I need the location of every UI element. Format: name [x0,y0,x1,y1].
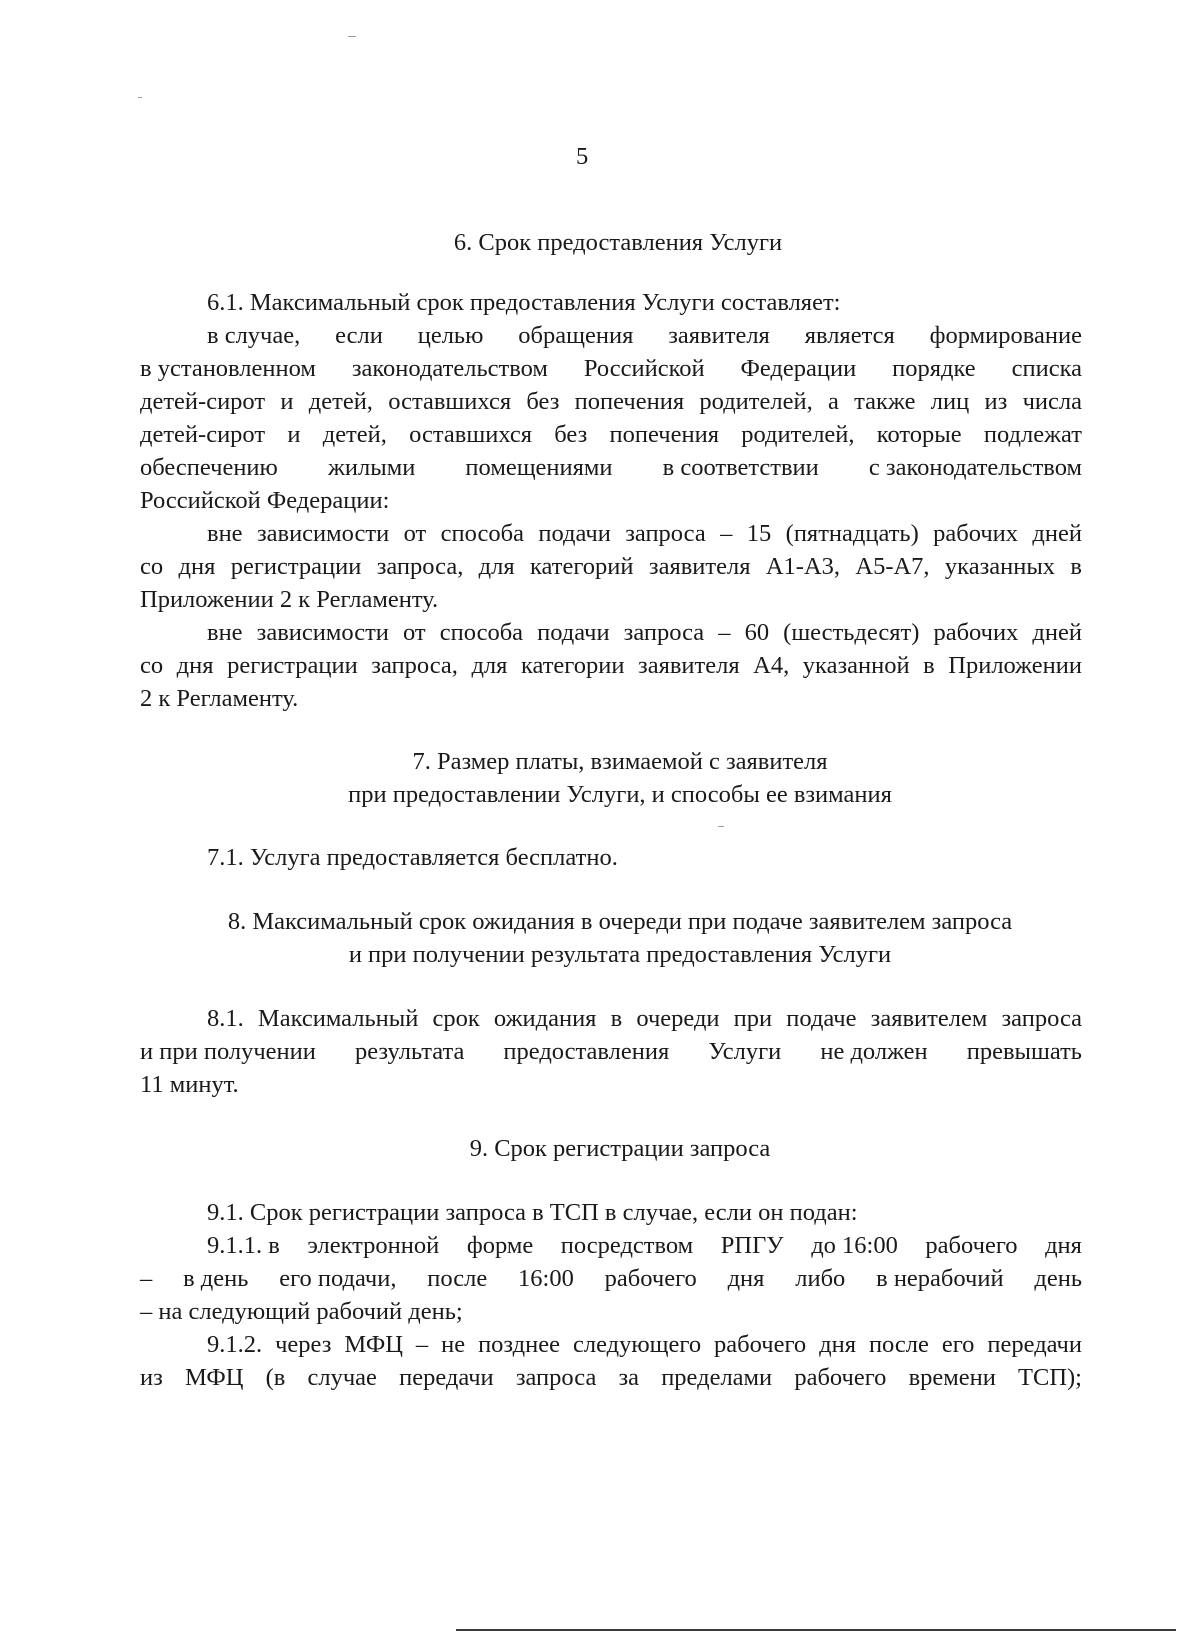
term-a4-line: вне зависимости от способа подачи запроса – 60 (шестьдесят) рабочих дней [207,619,1082,646]
text-segment: и при получении [140,1038,316,1065]
section-6-1-text-line [207,320,1082,352]
text-segment: форме [466,1232,534,1259]
section-9-1-2-text-line: из МФЦ (в случае передачи запроса за пределами рабочего времени ТСП); [140,1364,1082,1391]
text-segment: его подачи, [279,1265,397,1292]
text-segment: либо [795,1265,846,1292]
section-6-1-text-line [140,452,1082,484]
text-segment: дня [1045,1232,1082,1259]
section-7-heading: 7. Размер платы, взимаемой с заявителя [412,748,828,775]
section-8-1-text-line [140,1036,1082,1068]
page-bottom-edge [456,1629,1176,1631]
scan-speck [348,36,356,37]
text-segment: Услуги [708,1038,782,1065]
text-segment: заявителя [668,322,770,349]
section-8-heading: и при получении результата предоставления Услуги [348,941,892,968]
text-segment: формирование [929,322,1082,349]
text-segment: порядке [892,355,976,382]
text-segment: Федерации [740,355,857,382]
section-8-1-text-line: 8.1. Максимальный срок ожидания в очереди при подаче заявителем запроса [207,1005,1082,1032]
text-segment: 16:00 [518,1265,574,1292]
text-segment: с законодательством [868,454,1082,481]
section-6-1-text-line [140,353,1082,385]
section-8-1-text-line: 11 минут. [140,1071,239,1098]
section-8-heading: 8. Максимальный срок ожидания в очереди при подаче заявителем запроса [227,908,1013,935]
text-segment: если [335,322,383,349]
section-9-1-intro: 9.1. Срок регистрации запроса в ТСП в случае, если он подан: [207,1199,858,1226]
text-segment: в установленном [140,355,316,382]
text-segment: результата [354,1038,465,1065]
section-6-1-text-line: Российской Федерации: [140,487,390,514]
section-9-1-1-text-line [207,1230,1082,1262]
section-9-1-1-text-line: – на следующий рабочий день; [140,1298,463,1325]
term-a4-line: 2 к Регламенту. [140,685,299,712]
term-a4-line: со дня регистрации запроса, для категории заявителя А4, указанной в Приложении [140,652,1082,679]
section-6-1-text-line: детей-сирот и детей, оставшихся без попечения родителей, а также лиц из числа [140,388,1082,415]
text-segment: в соответствии [662,454,819,481]
text-segment: в нерабочий [876,1265,1004,1292]
text-segment: помещениями [465,454,613,481]
text-segment: Российской [583,355,705,382]
text-segment: день [1034,1265,1082,1292]
text-segment: электронной [307,1232,440,1259]
text-segment: 9.1.1. в [207,1232,280,1259]
section-7-1-text: 7.1. Услуга предоставляется бесплатно. [207,844,618,871]
text-segment: обеспечению [140,454,278,481]
text-segment: в день [183,1265,249,1292]
text-segment: рабочего [925,1232,1018,1259]
text-segment: посредством [560,1232,694,1259]
text-segment: до 16:00 [811,1232,898,1259]
text-segment: обращения [518,322,634,349]
term-a1-a3-line: Приложении 2 к Регламенту. [140,586,439,613]
section-7-heading: при предоставлении Услуги, и способы ее взимания [348,781,892,808]
section-6-1-intro: 6.1. Максимальный срок предоставления Услуги составляет: [207,289,841,316]
text-segment: – [140,1265,153,1292]
scan-speck [718,826,724,827]
text-segment: предоставления [503,1038,670,1065]
page-number: 5 [576,143,589,170]
text-segment: рабочего [604,1265,697,1292]
text-segment: в случае, [207,322,301,349]
text-segment: является [804,322,895,349]
section-9-1-2-text-line: 9.1.2. через МФЦ – не позднее следующего рабочего дня после его передачи [207,1331,1082,1358]
section-9-heading: 9. Срок регистрации запроса [469,1135,771,1162]
text-segment: целью [417,322,484,349]
text-segment: превышать [966,1038,1082,1065]
term-a1-a3-line: со дня регистрации запроса, для категорий заявителя А1-А3, А5-А7, указанных в [140,553,1082,580]
scan-speck [138,97,142,98]
text-segment: законодательством [351,355,548,382]
text-segment: не должен [820,1038,928,1065]
section-9-1-1-text-line [140,1263,1082,1295]
term-a1-a3-line: вне зависимости от способа подачи запроса – 15 (пятнадцать) рабочих дней [207,520,1082,547]
section-6-heading: 6. Срок предоставления Услуги [453,229,783,256]
section-6-1-text-line: детей-сирот и детей, оставшихся без попечения родителей, которые подлежат [140,421,1082,448]
text-segment: дня [727,1265,765,1292]
text-segment: жилыми [327,454,416,481]
text-segment: после [427,1265,488,1292]
text-segment: РПГУ [720,1232,784,1259]
text-segment: списка [1011,355,1082,382]
